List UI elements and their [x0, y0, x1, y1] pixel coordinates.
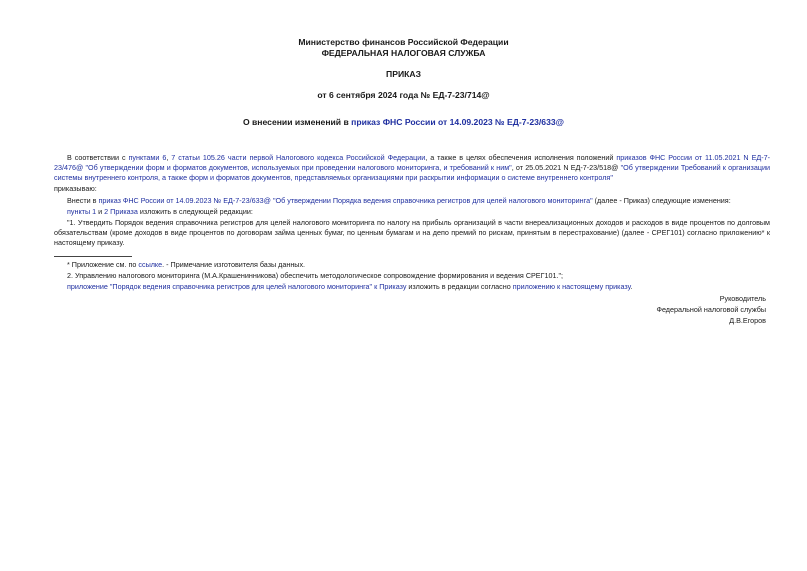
signature-name: Д.В.Егоров — [729, 316, 766, 325]
link-order-476[interactable]: приказов ФНС России от 11.05.2021 N ЕД-7-23/476@ "Об утверждении форм и форматов документов, используемых при проведении налогового мониторинга, и требований к ним" — [54, 153, 771, 173]
link-punkt-1[interactable]: пункты 1 — [67, 207, 97, 216]
link-appendix-this-order[interactable]: приложению к настоящему приказу — [512, 282, 631, 291]
paragraph-appendix — [54, 282, 770, 292]
doc-type: ПРИКАЗ — [386, 69, 421, 79]
link-order-633[interactable]: приказ ФНС России от 14.09.2023 № ЕД-7-23/633@ — [98, 196, 271, 205]
para3-text-1: и — [96, 207, 105, 216]
footnote-divider — [54, 256, 132, 257]
para3-text-2: изложить в следующей редакции: — [137, 207, 253, 216]
para1-text-1: В соответствии с — [67, 153, 129, 162]
link-appendix-order[interactable]: приложение "Порядок ведения справочника регистров для целей налогового мониторинга" к Приказу — [67, 282, 407, 291]
footnote-text-2: . - Примечание изготовителя базы данных. — [162, 260, 306, 269]
doc-title-prefix: О внесении изменений в — [242, 117, 352, 127]
footnote — [54, 260, 770, 270]
para2-text-2: (далее - Приказ) следующие изменения: — [592, 196, 731, 205]
para6-text-2: . — [630, 282, 633, 291]
service-name: ФЕДЕРАЛЬНАЯ НАЛОГОВАЯ СЛУЖБА — [321, 48, 486, 58]
doc-title — [0, 117, 807, 127]
signature-org: Федеральной налоговой службы — [656, 305, 766, 314]
doc-date-number: от 6 сентября 2024 года № ЕД-7-23/714@ — [317, 90, 490, 100]
para1-text-3: , а также в целях обеспечения исполнения положений — [425, 153, 617, 162]
paragraph-item-1: "1. Утвердить Порядок ведения справочника регистров для целей налогового мониторинга по налогу на прибыль организаций в части внереализационных доходов и расходов в виде процентов по долговым обязательствам (кроме доходов в виде процентов по договорам займа ценных бумаг, по ценным бумагам и на депо премий по рискам, принятым в перестрахование) (далее - СРЕГ101) согласно приложению* к настоящему приказу. — [54, 218, 770, 248]
paragraph-basis — [54, 153, 770, 184]
link-order-518[interactable]: "Об утверждении Требований к организации системы внутреннего контроля, а также форм и форматов документов, представляемых организациями при раскрытии информации о системе внутреннего контроля" — [54, 163, 770, 183]
paragraph-items — [54, 207, 770, 217]
signature-position: Руководитель — [719, 294, 766, 303]
link-punkt-2[interactable]: 2 Приказа — [104, 207, 138, 216]
doc-title-link[interactable]: приказ ФНС России от 14.09.2023 № ЕД-7-23/633@ — [351, 117, 565, 127]
footnote-text-1: * Приложение см. по — [67, 260, 139, 269]
ministry-name: Министерство финансов Российской Федерации — [298, 37, 509, 47]
para1-text-4: , от 25.05.2021 N ЕД-7-23/518@ — [511, 163, 621, 173]
footnote-link[interactable]: ссылке — [138, 260, 163, 269]
paragraph-changes — [54, 196, 770, 206]
link-order-633-title[interactable]: "Об утверждении Порядка ведения справочника регистров для целей налогового мониторинга" — [270, 196, 593, 205]
order-word: приказываю: — [54, 184, 97, 193]
link-tax-code-article[interactable]: 7 статьи 105.26 части первой Налогового кодекса Российской Федерации — [171, 153, 426, 162]
paragraph-item-2: 2. Управлению налогового мониторинга (М.А.Крашенинникова) обеспечить методологическое сопровождение формирования и ведения СРЕГ101."; — [67, 271, 564, 280]
para2-text-1: Внести в — [67, 196, 99, 205]
link-punkt-6[interactable]: пунктами 6 — [128, 153, 167, 162]
para1-text-2: , — [166, 153, 172, 162]
para6-text-1: изложить в редакции согласно — [406, 282, 513, 291]
